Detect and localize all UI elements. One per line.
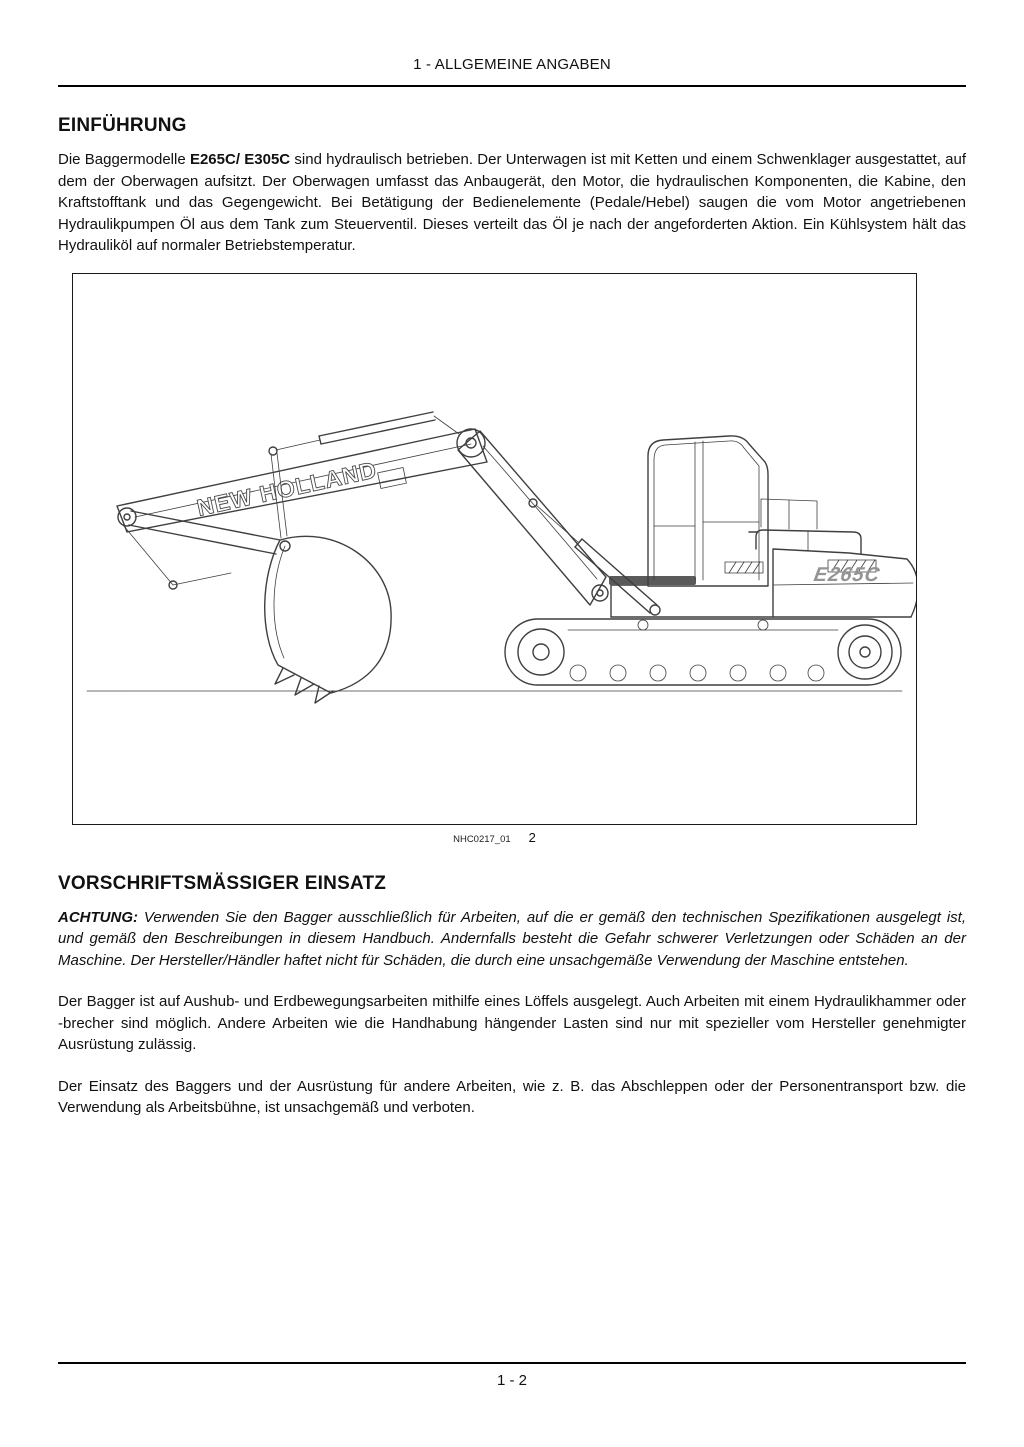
figure-number: 2 xyxy=(528,829,536,845)
header-rule xyxy=(58,85,966,87)
excavator-undercarriage xyxy=(505,619,901,685)
prohibited-use-paragraph: Der Einsatz des Baggers und der Ausrüstung für andere Arbeiten, wie z. B. das Abschleppen oder der Personentransport bzw. die Verwendung als Arbeitsbühne, ist unsachgemäß und verboten. xyxy=(58,1077,966,1116)
brand-on-boom-text: NEW HOLLAND xyxy=(194,455,380,521)
figure-caption xyxy=(72,830,917,845)
figure-frame xyxy=(72,273,917,825)
intended-use-paragraph: Der Bagger ist auf Aushub- und Erdbewegungsarbeiten mithilfe eines Löffels ausgelegt. Auch Arbeiten mit einem Hydraulikhammer oder -brecher sind möglich. Andere Arbeiten wie die Handhabung hängender Lasten sind nur mit spezieller vom Hersteller genehmigter Ausrüstung zulässig. xyxy=(58,993,966,1053)
model-names: E265C/ E305C xyxy=(189,151,291,168)
intro-paragraph-rest: sind hydraulisch betrieben. Der Unterwagen ist mit Ketten und einem Schwenklager ausgestattet, auf dem der Oberwagen aufsitzt. Der Oberwagen umfasst das Anbaugerät, den Motor, die hydraulischen Komponenten, die Kabine, den Kraftstofftank und das Gegengewicht. Bei Betätigung der Bedienelemente (Pedale/Hebel) saugen die vom Motor angetriebenen Hydraulikpumpen Öl aus dem Tank zum Steuerventil. Dieses verteilt das Öl je nach der angeforderten Aktion. Ein Kühlsystem hält das Hydrauliköl auf normaler Betriebstemperatur. xyxy=(58,151,966,254)
excavator-boom xyxy=(457,429,660,615)
page-header xyxy=(0,0,1024,87)
intro-paragraph-lead: Die Baggermodelle xyxy=(58,151,190,168)
chapter-title: 1 - ALLGEMEINE ANGABEN xyxy=(413,56,611,73)
model-badge-text: E265C xyxy=(812,563,883,586)
intro-paragraph xyxy=(58,149,966,257)
attention-text: Verwenden Sie den Bagger ausschließlich für Arbeiten, auf die er gemäß den technischen Spezifikationen ausgelegt ist, und gemäß den Beschreibungen in diesem Handbuch. Andernfalls besteht die Gefahr schwerer Verletzungen oder Schäden an der Maschine. Der Hersteller/Händler haftet nicht für Schäden, die durch eine unsachgemäße Verwendung der Maschine entstehen. xyxy=(58,908,966,969)
section-heading-einfuehrung: EINFÜHRUNG xyxy=(58,115,187,136)
excavator-upper-structure xyxy=(609,499,916,617)
attention-paragraph xyxy=(58,907,966,972)
excavator-drawing xyxy=(73,274,916,824)
section-heading-vorschriftsmaessiger-einsatz: VORSCHRIFTSMÄSSIGER EINSATZ xyxy=(58,872,387,894)
model-placard xyxy=(609,576,696,585)
excavator-arm xyxy=(117,412,487,532)
excavator-figure xyxy=(72,273,917,845)
page-number: 1 - 2 xyxy=(496,1372,527,1389)
page-footer xyxy=(58,1362,966,1389)
model-badge xyxy=(812,564,882,586)
attention-label: ACHTUNG: xyxy=(58,908,138,926)
figure-reference-code: NHC0217_01 xyxy=(453,833,511,845)
excavator-cab xyxy=(648,435,768,585)
